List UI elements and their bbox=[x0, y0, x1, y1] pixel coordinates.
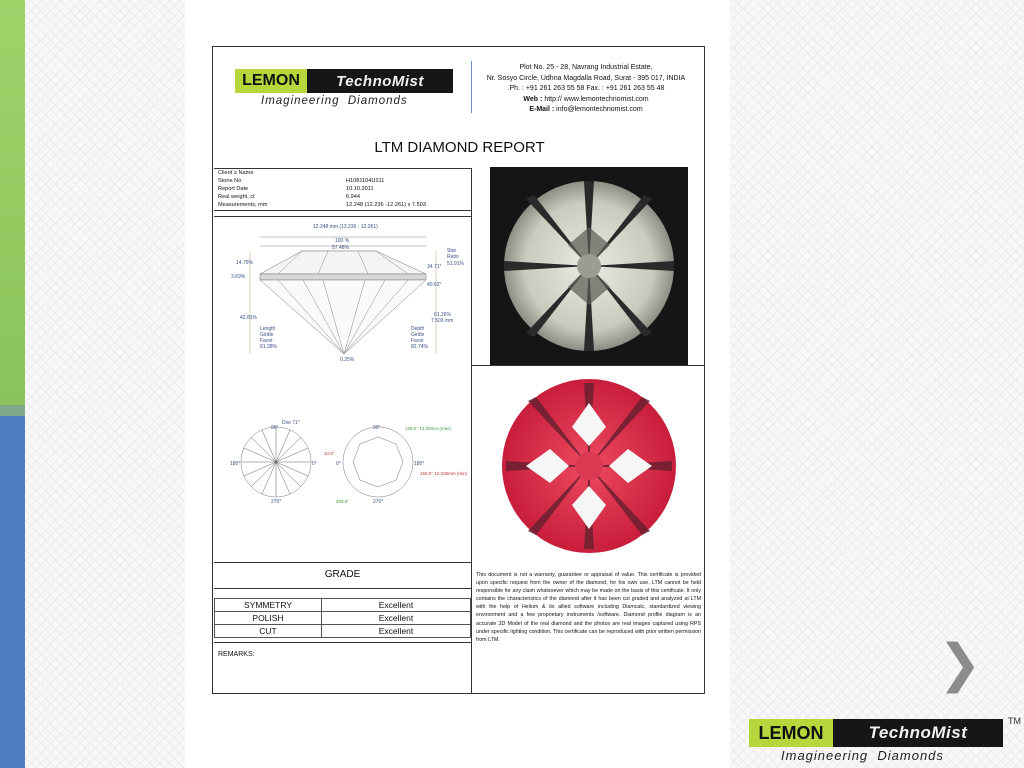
diamond-photo bbox=[490, 167, 688, 365]
info-label: Real weight, ct bbox=[218, 194, 255, 200]
grade-row bbox=[215, 625, 471, 638]
depth-pct-label: 61.26% bbox=[434, 312, 451, 318]
grade-name: POLISH bbox=[215, 612, 322, 625]
web-label: Web : bbox=[523, 95, 543, 103]
remarks-top-rule bbox=[214, 642, 471, 643]
email-address[interactable]: info@lemontechnomist.com bbox=[556, 106, 643, 114]
grade-value: Excellent bbox=[322, 612, 471, 625]
grade-bottom-rule bbox=[214, 588, 471, 589]
profile-diameter-label: 12.248 mm (12.236 - 12.261) bbox=[313, 224, 378, 230]
footer-logo-technomist-text: TechnoMist bbox=[833, 719, 1003, 747]
right-view-270: 270° bbox=[373, 499, 384, 505]
diamond-report-sheet bbox=[212, 46, 705, 694]
report-title: LTM DIAMOND REPORT bbox=[374, 139, 545, 156]
footer-logo-lemon-text: LEMON bbox=[749, 719, 833, 747]
info-bottom-rule bbox=[214, 216, 471, 217]
max-diameter-label: 129.0° 12.26mm (max) bbox=[405, 426, 451, 431]
grade-value: Excellent bbox=[322, 599, 471, 612]
info-value: H1081104U211 bbox=[346, 178, 385, 184]
right-view-180: 180° bbox=[414, 461, 425, 467]
info-label: Client`s Name bbox=[218, 170, 254, 176]
grade-row bbox=[215, 599, 471, 612]
left-hatch-panel bbox=[25, 0, 185, 768]
web-url[interactable]: http:// www.lemontechnomist.com bbox=[544, 95, 649, 103]
remarks-label: REMARKS: bbox=[218, 651, 255, 658]
info-value: 10.10.2011 bbox=[346, 186, 374, 192]
company-address bbox=[481, 63, 691, 116]
diamond-proportion-diagram bbox=[218, 219, 468, 514]
info-row bbox=[214, 201, 471, 209]
info-label: Measurements, mm bbox=[218, 202, 268, 208]
grade-table bbox=[214, 598, 471, 638]
max-angle-label: 309.0° bbox=[336, 499, 350, 504]
dgf-label-2: Girdle bbox=[411, 332, 425, 338]
star-ratio-label-2: Ratio bbox=[447, 254, 459, 260]
info-row bbox=[214, 177, 471, 185]
info-row bbox=[214, 185, 471, 193]
dgf-label-3: Facet bbox=[411, 338, 424, 344]
depth-mm-label: 7.503 mm bbox=[431, 318, 454, 324]
grade-name: CUT bbox=[215, 625, 322, 638]
report-logo bbox=[235, 69, 453, 107]
info-value: 6.944 bbox=[346, 194, 360, 200]
crown-angle-label: 34.71° bbox=[427, 264, 442, 270]
info-row bbox=[214, 169, 471, 177]
profile-pavilion-depth-label: 42.81% bbox=[240, 315, 257, 321]
right-view-0: 0° bbox=[336, 461, 341, 467]
email-label: E-Mail : bbox=[529, 106, 555, 114]
profile-table-label: 57.48% bbox=[332, 245, 349, 251]
left-view-0: 0° bbox=[312, 461, 317, 467]
dxe-label: Dxe 71° bbox=[282, 420, 300, 426]
profile-crown-height-label: 14.76% bbox=[236, 260, 253, 266]
info-value: 12.248 (12.236 -12.261) x 7.503 bbox=[346, 202, 426, 208]
grade-value: Excellent bbox=[322, 625, 471, 638]
pavilion-angle-label: 40.62° bbox=[427, 282, 442, 288]
lgf-label-1: Length bbox=[260, 326, 276, 332]
left-view-270: 270° bbox=[271, 499, 282, 505]
address-email bbox=[481, 105, 691, 116]
profile-100pct-label: 100 % bbox=[335, 238, 350, 244]
left-view-90: 90° bbox=[271, 425, 279, 431]
header-divider bbox=[471, 61, 472, 113]
photo-divider bbox=[472, 365, 705, 366]
star-ratio-value: 51.91% bbox=[447, 261, 464, 267]
address-line-2: Nr. Sosyo Circle, Udhna Magdalla Road, Surat - 395 017, INDIA bbox=[486, 74, 686, 82]
info-value bbox=[346, 169, 471, 177]
grade-heading: GRADE bbox=[324, 569, 361, 580]
lgf-label-2: Girdle bbox=[260, 332, 274, 338]
column-divider bbox=[471, 168, 472, 694]
grade-name: SYMMETRY bbox=[215, 599, 322, 612]
footer-logo bbox=[749, 719, 1003, 763]
min-angle-label: 10.0° bbox=[324, 451, 335, 456]
min-diameter-label: 160.0° 12.236mm (min) bbox=[420, 471, 468, 476]
left-view-180: 180° bbox=[230, 461, 241, 467]
right-view-90: 90° bbox=[373, 425, 381, 431]
logo-lemon-text: LEMON bbox=[235, 69, 307, 93]
stone-info-table bbox=[214, 168, 471, 211]
info-label: Stone No bbox=[218, 178, 242, 184]
lgf-label-3: Facet bbox=[260, 338, 273, 344]
profile-girdle-label: 3.69% bbox=[231, 274, 246, 280]
ideal-scope-photo bbox=[490, 371, 688, 561]
trademark-mark: TM bbox=[1008, 716, 1021, 726]
logo-technomist-text: TechnoMist bbox=[307, 69, 453, 93]
lgf-value: 81.28% bbox=[260, 344, 277, 350]
info-label: Report Date bbox=[218, 186, 249, 192]
dgf-label-1: Depth bbox=[411, 326, 425, 332]
address-line-3: .Ph. : +91 261 263 55 58 Fax. : +91 261 263 55 48 bbox=[507, 85, 665, 93]
footer-logo-tagline: Imagineering Diamonds bbox=[781, 748, 944, 763]
info-row bbox=[214, 193, 471, 201]
chevron-right-icon[interactable]: ❯ bbox=[938, 634, 982, 694]
star-ratio-label-1: Star bbox=[447, 248, 457, 254]
blue-accent-bar bbox=[0, 416, 25, 768]
culet-label: 0.25% bbox=[340, 357, 355, 363]
address-web bbox=[481, 95, 691, 106]
logo-tagline: Imagineering Diamonds bbox=[261, 95, 408, 107]
disclaimer-text: This document is not a warranty, guarantee or appraisal of value. This certificate is provided upon specific request from the owner of the diamond, for his own use. LTM cannot be held responsible for any claim whatsoever which may be made on the basis of this certificate. It only contains the characteristics of the diamond after it has been cut graded and analyzed at LTM with the help of Helium & its allied software including Diamcalc, standardized viewing environment and a few proprietary instruments /software. Diamond profile diagram is an accurate 3D Model of the real diamond and the photos are real images captured using RPS under specific lighting condition. This certificate can be reproduced with prior written permission from LTM. bbox=[476, 572, 701, 643]
address-line-1: Plot No. 25 - 28, Navrang Industrial Estate, bbox=[519, 64, 653, 71]
dgf-value: 82.74% bbox=[411, 344, 428, 350]
green-accent-bar bbox=[0, 0, 25, 408]
grade-row bbox=[215, 612, 471, 625]
